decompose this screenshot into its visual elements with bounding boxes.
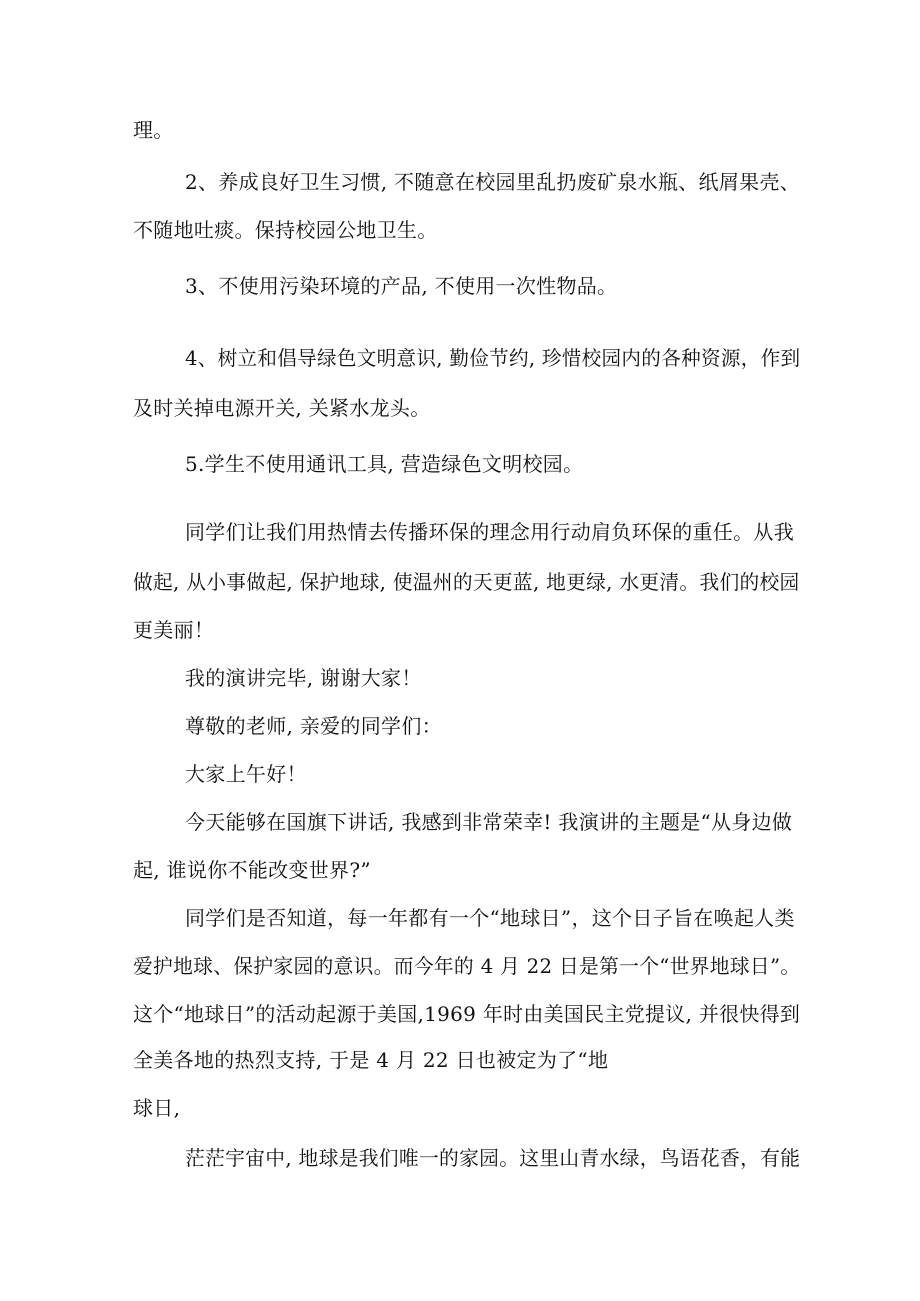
text-line-13: 大家上午好！ (185, 762, 307, 786)
text-line-1: 理。 (133, 118, 174, 142)
text-line-7: 5.学生不使用通讯工具, 营造绿色文明校园。 (185, 452, 584, 476)
text-line-12: 尊敬的老师, 亲爱的同学们： (185, 714, 442, 738)
text-line-20: 球日, (133, 1096, 181, 1120)
text-line-14: 今天能够在国旗下讲话, 我感到非常荣幸! 我演讲的主题是“从身边做 (185, 810, 793, 834)
text-line-18: 这个“地球日”的活动起源于美国,1969 年时由美国民主党提议, 并很快得到 (133, 1002, 801, 1026)
text-line-4: 3、不使用污染环境的产品, 不使用一次性物品。 (185, 274, 618, 298)
text-line-8: 同学们让我们用热情去传播环保的理念用行动肩负环保的重任。从我 (185, 520, 794, 544)
text-line-5: 4、树立和倡导绿色文明意识, 勤俭节约, 珍惜校园内的各种资源，作到 (185, 346, 801, 370)
text-line-17: 爱护地球、保护家园的意识。而今年的 4 月 22 日是第一个“世界地球日”。 (133, 954, 801, 978)
text-line-3: 不随地吐痰。保持校园公地卫生。 (133, 218, 438, 242)
text-line-2: 2、养成良好卫生习惯, 不随意在校园里乱扔废矿泉水瓶、纸屑果壳、 (185, 170, 801, 194)
text-line-6: 及时关掉电源开关, 关紧水龙头。 (133, 396, 431, 420)
text-line-19: 全美各地的热烈支持, 于是 4 月 22 日也被定为了“地 (133, 1048, 609, 1072)
text-line-11: 我的演讲完毕, 谢谢大家！ (185, 666, 422, 690)
text-line-10: 更美丽！ (133, 618, 215, 642)
text-line-9: 做起, 从小事做起, 保护地球, 使温州的天更蓝, 地更绿, 水更清。我们的校园 (133, 570, 800, 594)
text-line-15: 起, 谁说你不能改变世界?” (133, 858, 371, 882)
text-line-16: 同学们是否知道，每一年都有一个“地球日”，这个日子旨在唤起人类 (185, 906, 795, 930)
text-line-21: 茫茫宇宙中, 地球是我们唯一的家园。这里山青水绿，鸟语花香，有能 (185, 1146, 801, 1170)
